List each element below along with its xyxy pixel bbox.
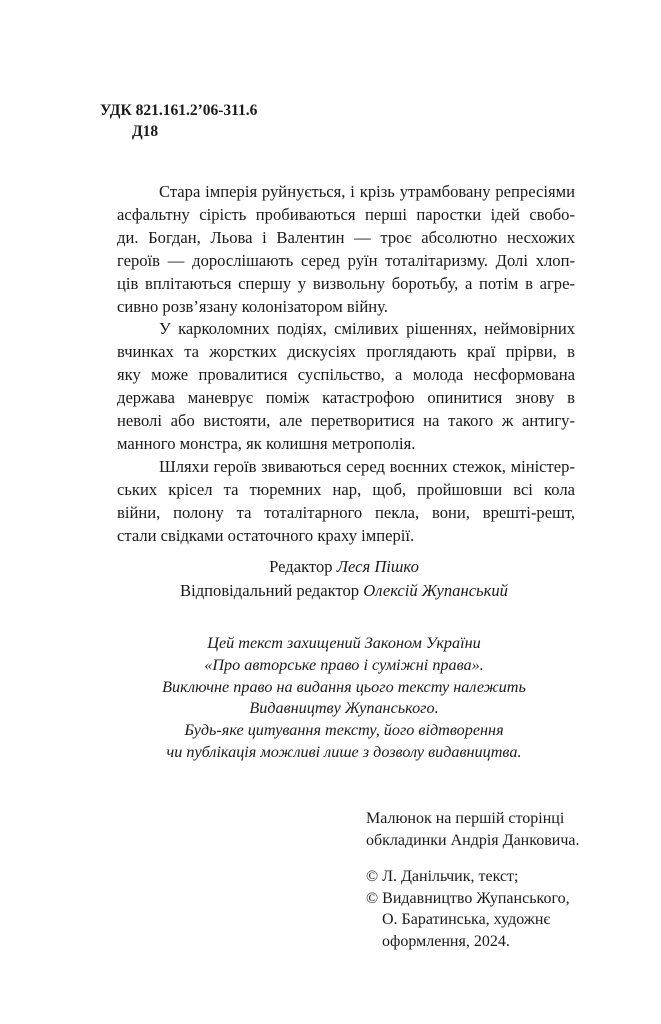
illustration-credit-line: обкладинки Андрія Данковича. <box>366 831 580 849</box>
annotation-line: У карколомних подіях, сміливих рішеннях, неймовірних <box>159 319 575 339</box>
illustration-credit <box>366 808 579 851</box>
illustration-credit-line: Малюнок на першій сторінці <box>366 810 565 827</box>
annotation-line: яку може провалитися суспільство, а молода несформована <box>117 365 575 385</box>
annotation-line: сивно розв’язану колонізатором війну. <box>117 296 388 316</box>
copyright-notice-line: чи публікація можливі лише з дозволу видавництва. <box>166 742 522 761</box>
chief-editor-line <box>100 579 588 603</box>
rights-block <box>366 866 570 952</box>
editor-role: Редактор <box>269 557 333 576</box>
annotation-line: вчинках та жорстких дискусіях проглядають краї прірви, в <box>117 342 575 362</box>
editors-block <box>100 555 588 602</box>
editor-name: Леся Пішко <box>336 557 419 576</box>
annotation-line: асфальтну сірість пробиваються перші паростки ідей свобо- <box>117 204 575 224</box>
udk-block <box>100 100 257 142</box>
copyright-notice <box>100 633 588 764</box>
copyright-notice-line: Видавництву Жупанського. <box>249 699 439 718</box>
annotation-paragraph-3 <box>117 456 575 548</box>
copyright-notice-line: Будь-яке цитування тексту, його відтворення <box>184 721 504 740</box>
annotation-line: Стара імперія руйнується, і крізь утрамбовану репресіями <box>159 182 575 201</box>
annotation-line: ди. Богдан, Льова і Валентин — троє абсолютно несхожих <box>117 227 575 247</box>
copyright-notice-line: «Про авторське право і суміжні права». <box>204 655 484 674</box>
annotation-line: неволі або вистояти, але перетворитися на такого ж антигу- <box>117 411 575 431</box>
annotation-paragraph-2 <box>117 318 575 455</box>
chief-editor-role: Відповідальний редактор <box>180 580 360 600</box>
editor-line <box>100 555 588 579</box>
annotation-line: ців вплітаються спершу у визвольну боротьбу, а потім в агре- <box>117 273 575 293</box>
annotation <box>117 181 575 548</box>
annotation-line: держава маневрує поміж катастрофою опинитися знову в <box>117 388 575 408</box>
annotation-line: Шляхи героїв звиваються серед воєнних стежок, міністер- <box>159 456 575 476</box>
rights-publisher: © Видавництво Жупанського, <box>366 889 570 907</box>
copyright-notice-line: Виключне право на видання цього тексту належить <box>162 677 526 696</box>
annotation-line: манного монстра, як колишня метрополія. <box>117 433 416 453</box>
annotation-line: ських крісел та тюремних нар, щоб, пройшовши всі кола <box>117 479 575 499</box>
rights-design: О. Баратинська, художнє <box>382 911 551 928</box>
author-sign-code: Д18 <box>132 123 159 140</box>
annotation-paragraph-1 <box>117 181 575 318</box>
annotation-line: війни, полону та тоталітарного пекла, вони, врешті-решт, <box>117 502 575 522</box>
chief-editor-name: Олексій Жупанський <box>363 580 508 600</box>
copyright-notice-line: Цей текст захищений Законом України <box>207 634 481 652</box>
rights-text: © Л. Данільчик, текст; <box>366 868 519 885</box>
rights-year: оформлення, 2024. <box>382 932 510 950</box>
annotation-line: стали свідками остаточного краху імперії. <box>117 525 415 545</box>
annotation-line: героїв — дорослішають серед руїн тоталітаризму. Долі хлоп- <box>117 250 575 270</box>
udk-code: УДК 821.161.2’06-311.6 <box>100 102 258 119</box>
